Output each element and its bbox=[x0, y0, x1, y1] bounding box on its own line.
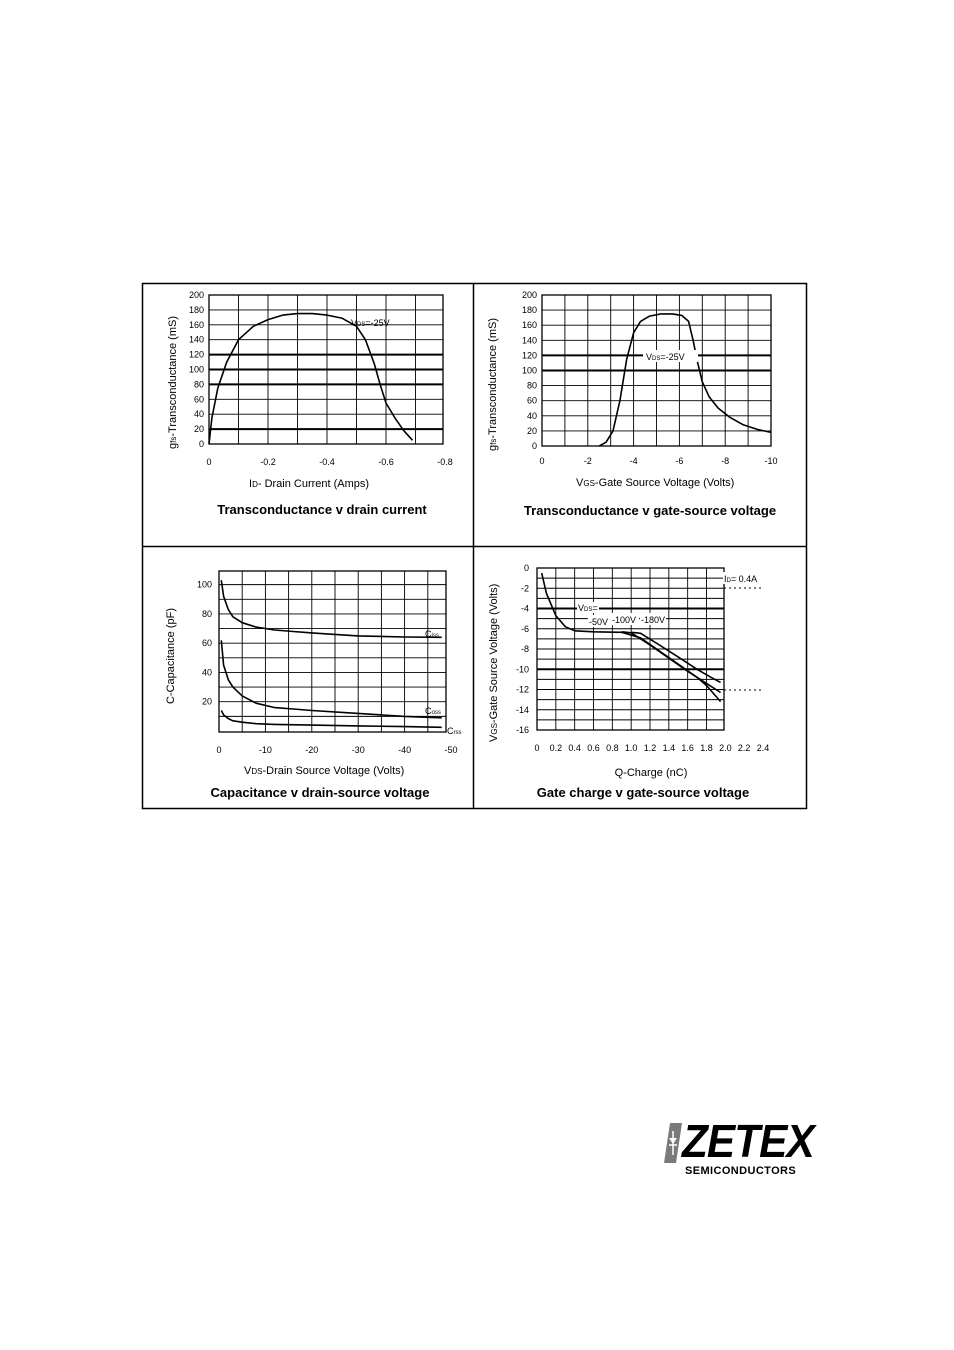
y-tick-label: -6 bbox=[520, 623, 529, 634]
x-tick-label: 1.0 bbox=[624, 743, 638, 753]
c1-y-axis-title: gfs-Transconductance (mS) bbox=[167, 316, 179, 449]
y-tick-label: 40 bbox=[201, 667, 212, 678]
x-tick-label: 1.8 bbox=[700, 743, 713, 753]
y-tick-label: 0 bbox=[523, 563, 529, 573]
y-tick-label: -2 bbox=[520, 583, 529, 594]
y-tick-label: 80 bbox=[193, 379, 204, 390]
zetex-logo bbox=[664, 1115, 814, 1179]
c2-x-axis-title: VGS-Gate Source Voltage (Volts) bbox=[576, 477, 735, 489]
c4-series-label-100v: -100V bbox=[612, 615, 637, 625]
c4-x-axis-title: Q-Charge (nC) bbox=[614, 767, 688, 779]
x-tick-label: -10 bbox=[764, 456, 778, 466]
c3-crss-label: Crss bbox=[447, 726, 462, 736]
x-tick-label: -0.2 bbox=[260, 457, 276, 467]
y-tick-label: -16 bbox=[515, 725, 529, 735]
logo-subtitle: SEMICONDUCTORS bbox=[685, 1165, 797, 1177]
c3-x-axis-title: VDS-Drain Source Voltage (Volts) bbox=[244, 765, 405, 777]
x-tick-label: 0.8 bbox=[606, 743, 619, 753]
y-tick-label: 200 bbox=[188, 290, 204, 300]
c4-id-annotation: ID= 0.4A bbox=[724, 574, 758, 584]
c2-chart-title: Transconductance v gate-source voltage bbox=[523, 503, 777, 518]
x-tick-label: 2.0 bbox=[719, 743, 732, 753]
y-tick-label: 40 bbox=[193, 409, 204, 420]
y-tick-label: 0 bbox=[198, 439, 204, 449]
y-tick-label: 140 bbox=[188, 334, 204, 345]
y-tick-label: 80 bbox=[526, 380, 537, 391]
x-tick-label: 0.4 bbox=[568, 743, 581, 753]
x-tick-label: 2.2 bbox=[737, 743, 751, 753]
c3-ciss-label: Ciss bbox=[425, 629, 439, 639]
x-tick-label: 0.6 bbox=[587, 743, 600, 753]
y-tick-label: 80 bbox=[201, 608, 212, 619]
x-tick-label: 1.4 bbox=[662, 743, 676, 753]
series-line-1 bbox=[209, 314, 413, 444]
y-tick-label: 60 bbox=[526, 395, 537, 406]
series-line-2 bbox=[622, 632, 721, 693]
y-tick-label: 20 bbox=[526, 425, 537, 436]
y-tick-label: 60 bbox=[201, 638, 212, 649]
plot-border bbox=[219, 571, 446, 732]
y-tick-label: 100 bbox=[196, 579, 212, 590]
y-tick-label: 100 bbox=[188, 364, 204, 375]
x-tick-label: 0 bbox=[539, 456, 545, 466]
c3-y-axis-title: C-Capacitance (pF) bbox=[165, 608, 177, 704]
y-tick-label: 20 bbox=[193, 424, 204, 435]
y-tick-label: 140 bbox=[521, 335, 537, 346]
x-tick-label: -30 bbox=[351, 745, 365, 755]
y-tick-label: 200 bbox=[521, 290, 537, 300]
logo-diode-icon bbox=[664, 1123, 682, 1163]
c2-y-axis-title: gfs-Transconductance (mS) bbox=[487, 318, 499, 451]
x-tick-label: 1.2 bbox=[643, 743, 657, 753]
y-tick-label: -10 bbox=[515, 664, 529, 675]
x-tick-label: -0.4 bbox=[319, 457, 335, 467]
series-line-2 bbox=[221, 640, 441, 718]
y-tick-label: -8 bbox=[520, 644, 529, 654]
y-tick-label: 120 bbox=[188, 349, 204, 360]
x-tick-label: -0.8 bbox=[437, 457, 453, 467]
x-tick-label: -4 bbox=[629, 456, 638, 466]
c4-y-axis-title: VGS-Gate Source Voltage (Volts) bbox=[488, 583, 500, 742]
c1-vds-annotation: VDS=-25V bbox=[351, 318, 390, 328]
c4-vds-annotation: VDS= bbox=[578, 603, 598, 613]
y-tick-label: 40 bbox=[526, 410, 537, 421]
x-tick-label: -10 bbox=[258, 745, 272, 755]
chart-transconductance-drain-current bbox=[209, 295, 443, 444]
logo-wordmark: ZETEX bbox=[682, 1115, 814, 1167]
x-tick-label: 0 bbox=[534, 743, 540, 753]
x-tick-label: 0 bbox=[206, 457, 212, 467]
c1-chart-title: Transconductance v drain current bbox=[217, 502, 427, 517]
series-line-3 bbox=[221, 711, 441, 728]
chart-capacitance bbox=[219, 571, 446, 732]
series-line-1 bbox=[599, 314, 771, 446]
y-tick-label: 180 bbox=[521, 305, 537, 316]
x-tick-label: -6 bbox=[675, 456, 684, 466]
c4-chart-title: Gate charge v gate-source voltage bbox=[536, 785, 750, 800]
c3-chart-title: Capacitance v drain-source voltage bbox=[210, 785, 430, 800]
x-tick-label: -0.6 bbox=[378, 457, 394, 467]
y-tick-label: 60 bbox=[193, 394, 204, 405]
x-tick-label: 2.4 bbox=[756, 743, 770, 753]
x-tick-label: -50 bbox=[444, 745, 458, 755]
y-tick-label: 0 bbox=[531, 441, 537, 451]
chart-transconductance-gate-voltage bbox=[542, 295, 771, 446]
y-tick-label: 160 bbox=[521, 320, 537, 331]
y-tick-label: 120 bbox=[521, 350, 537, 361]
y-tick-label: 160 bbox=[188, 319, 204, 330]
chart-gate-charge bbox=[537, 568, 724, 730]
y-tick-label: 100 bbox=[521, 365, 537, 376]
x-tick-label: -40 bbox=[398, 745, 412, 755]
x-tick-label: 0.2 bbox=[549, 743, 563, 753]
c4-series-label-180v: -180V bbox=[641, 615, 666, 625]
c1-x-axis-title: ID- Drain Current (Amps) bbox=[249, 478, 370, 490]
c2-vds-annotation: VDS=-25V bbox=[646, 352, 685, 362]
y-tick-label: 180 bbox=[188, 304, 204, 315]
y-tick-label: 20 bbox=[201, 696, 212, 707]
y-tick-label: -14 bbox=[515, 704, 529, 715]
c3-coss-label: Coss bbox=[425, 706, 441, 716]
c4-series-label-50v: -50V bbox=[589, 617, 609, 627]
y-tick-label: -4 bbox=[520, 603, 529, 614]
y-tick-label: -12 bbox=[515, 684, 529, 695]
x-tick-label: -2 bbox=[583, 456, 592, 466]
x-tick-label: -20 bbox=[305, 745, 319, 755]
x-tick-label: -8 bbox=[721, 456, 730, 466]
x-tick-label: 1.6 bbox=[681, 743, 694, 753]
x-tick-label: 0 bbox=[216, 745, 222, 755]
